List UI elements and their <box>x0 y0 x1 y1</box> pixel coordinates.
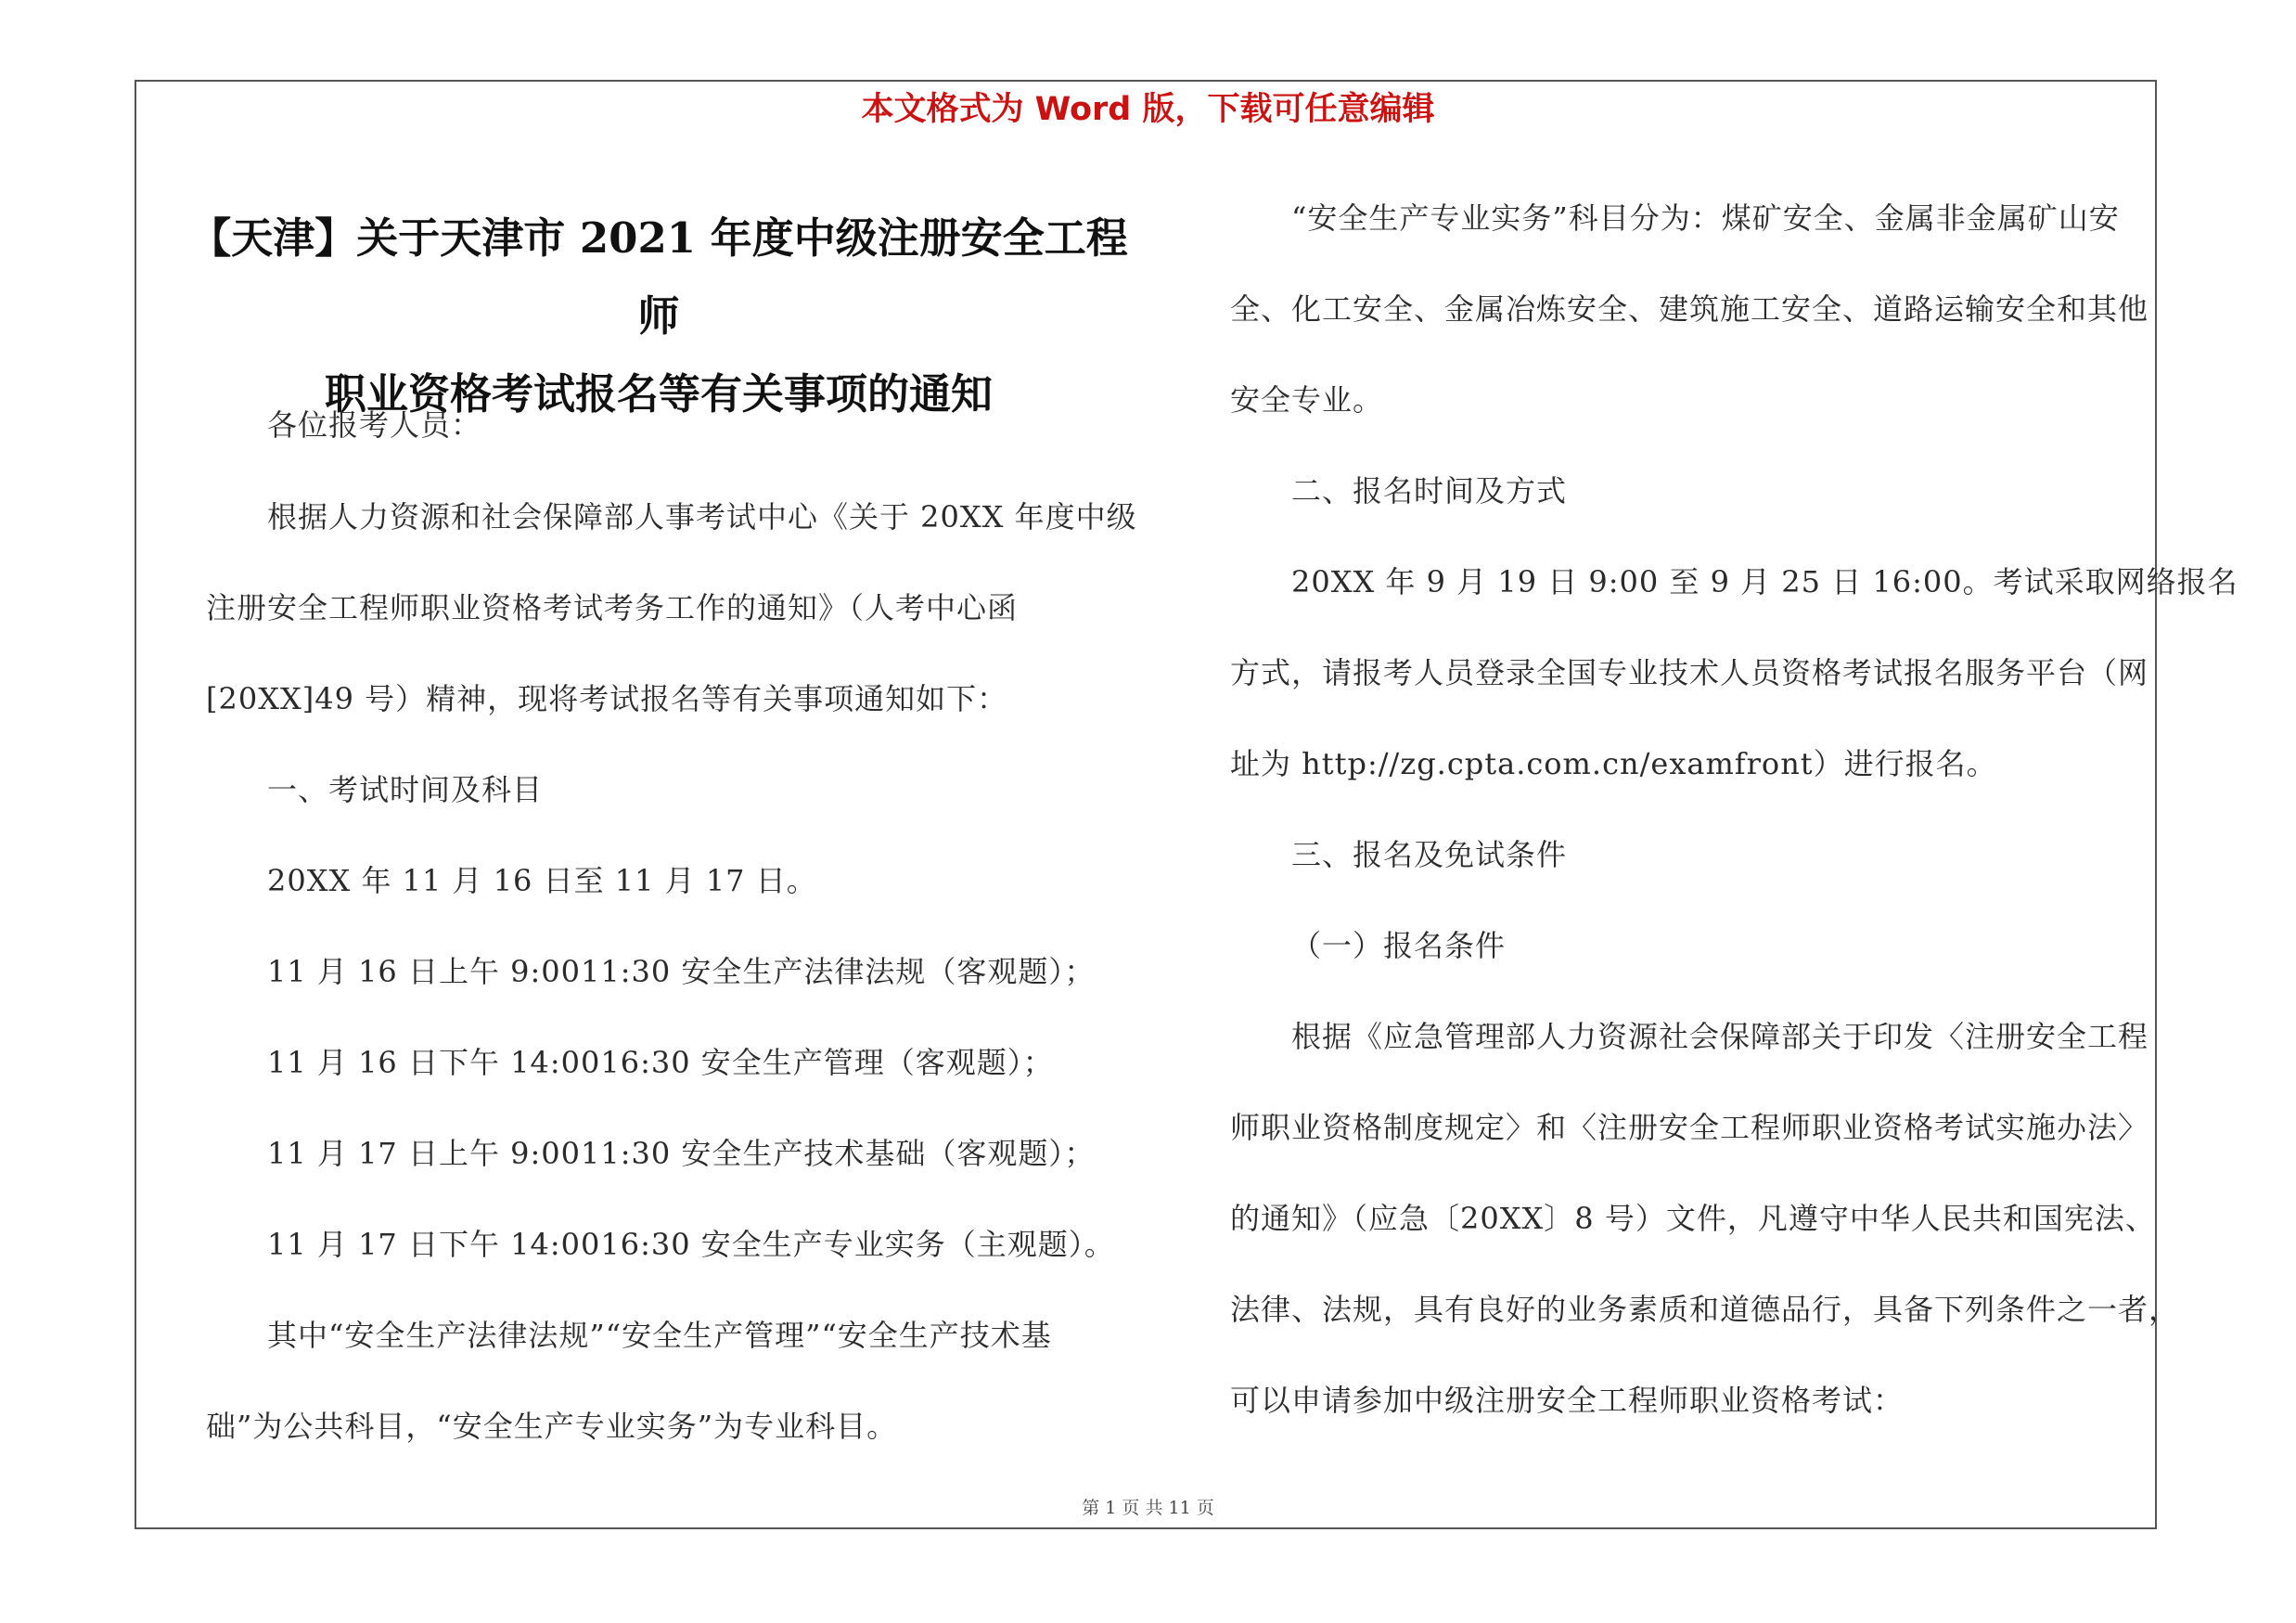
paragraph-line: 其中“安全生产法律法规”“安全生产管理”“安全生产技术基 <box>267 1318 1052 1353</box>
title-line-1: 【天津】关于天津市 2021 年度中级注册安全工程师 <box>189 213 1128 341</box>
subsection-heading: （一）报名条件 <box>1291 928 1507 963</box>
paragraph-line: 安全专业。 <box>1230 382 1384 418</box>
paragraph-line: 根据人力资源和社会保障部人事考试中心《关于 20XX 年度中级 <box>267 499 1137 535</box>
paragraph-line: 址为 http://zg.cpta.com.cn/examfront）进行报名。 <box>1230 746 1997 781</box>
paragraph-line: 师职业资格制度规定〉和〈注册安全工程师职业资格考试实施办法〉 <box>1230 1110 2149 1145</box>
paragraph-line: 的通知》（应急〔20XX〕8 号）文件，凡遵守中华人民共和国宪法、 <box>1230 1201 2156 1236</box>
paragraph-line: 方式，请报考人员登录全国专业技术人员资格考试报名服务平台（网 <box>1230 655 2149 690</box>
paragraph-line: 全、化工安全、金属冶炼安全、建筑施工安全、道路运输安全和其他 <box>1230 291 2149 327</box>
paragraph-line: 20XX 年 9 月 19 日 9:00 至 9 月 25 日 16:00。考试采取网络报名 <box>1291 564 2238 599</box>
format-banner: 本文格式为 Word 版，下载可任意编辑 <box>861 91 1435 128</box>
paragraph-line: 法律、法规，具有良好的业务素质和道德品行，具备下列条件之一者， <box>1230 1292 2180 1327</box>
section-heading: 一、考试时间及科目 <box>267 772 544 807</box>
section-heading: 二、报名时间及方式 <box>1291 473 1568 509</box>
paragraph-line: 根据《应急管理部人力资源社会保障部关于印发〈注册安全工程 <box>1291 1019 2149 1054</box>
schedule-item: 11 月 17 日上午 9:0011:30 安全生产技术基础（客观题）； <box>267 1136 1096 1171</box>
schedule-item: 11 月 16 日上午 9:0011:30 安全生产法律法规（客观题）； <box>267 954 1096 989</box>
schedule-item: 11 月 17 日下午 14:0016:30 安全生产专业实务（主观题）。 <box>267 1227 1115 1262</box>
salutation: 各位报考人员： <box>267 407 482 443</box>
document-title <box>172 200 1146 433</box>
page-number: 第 1 页 共 11 页 <box>1082 1498 1214 1518</box>
paragraph-line: 注册安全工程师职业资格考试考务工作的通知》（人考中心函 <box>206 590 1019 625</box>
paragraph-line: “安全生产专业实务”科目分为：煤矿安全、金属非金属矿山安 <box>1291 200 2120 236</box>
schedule-item: 11 月 16 日下午 14:0016:30 安全生产管理（客观题）； <box>267 1045 1054 1080</box>
paragraph-line: [20XX]49 号）精神，现将考试报名等有关事项通知如下： <box>206 681 1008 716</box>
paragraph-line: 20XX 年 11 月 16 日至 11 月 17 日。 <box>267 863 817 898</box>
paragraph-line: 础”为公共科目，“安全生产专业实务”为专业科目。 <box>206 1409 898 1444</box>
section-heading: 三、报名及免试条件 <box>1291 837 1568 872</box>
paragraph-line: 可以申请参加中级注册安全工程师职业资格考试： <box>1230 1383 1905 1418</box>
title-line-2: 职业资格考试报名等有关事项的通知 <box>324 369 993 419</box>
